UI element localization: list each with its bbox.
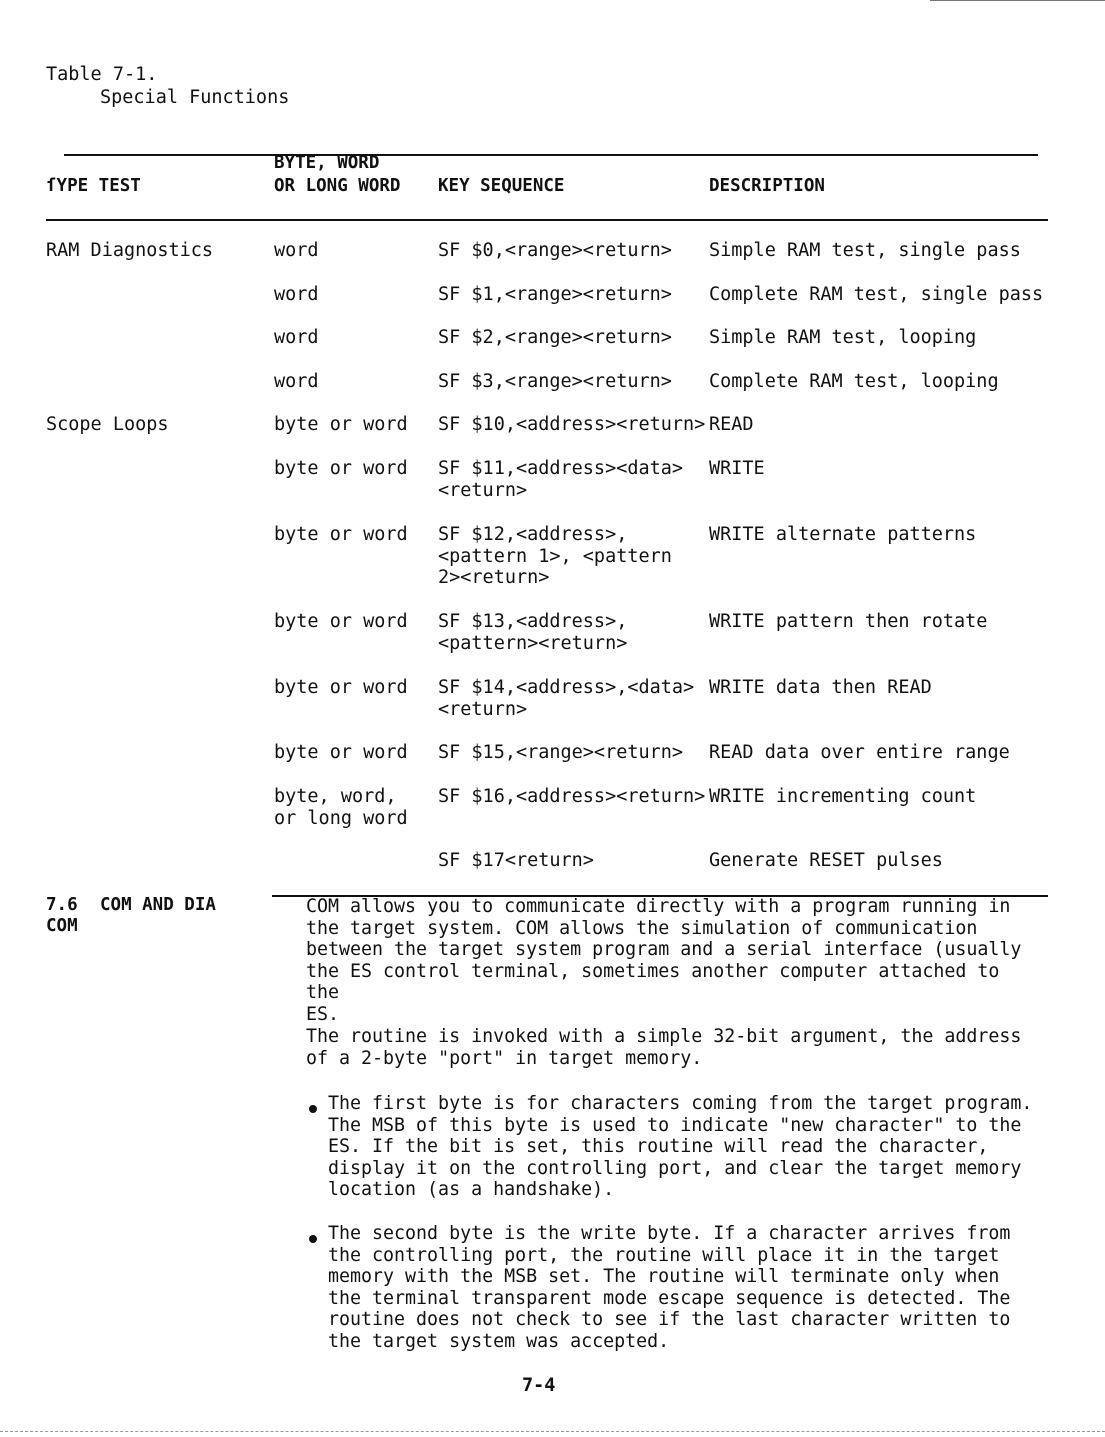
table-cell-key: SF $1,<range><return> [438, 284, 672, 305]
table-cell-size: word [274, 371, 319, 392]
table-cell-key: SF $0,<range><return> [438, 240, 672, 261]
column-header-size-line2: OR LONG WORD [274, 176, 401, 196]
table-cell-desc: READ data over entire range [709, 742, 1010, 763]
section-title: COM AND DIA [100, 895, 216, 915]
column-header-description: DESCRIPTION [709, 176, 825, 196]
table-cell-size: byte or word [274, 414, 408, 435]
section-number: 7.6 [46, 895, 78, 915]
table-cell-key: SF $13,<address>, <pattern><return> [438, 611, 628, 654]
bullet-1-text: The first byte is for characters coming from the target program. The MSB of this byte is used to indicate "new character" to the ES. If the bit is set, this routine will read the character, display it on the controlling port, and clear the target memory location (as a handshake). [328, 1093, 1033, 1201]
bullet-2-dot [309, 1235, 317, 1243]
bullet-2-text: The second byte is the write byte. If a character arrives from the controlling port, the routine will place it in the target memory with the MSB set. The routine will terminate only when the terminal transparent mode escape sequence is detected. The routine does not check to see if the last character written to the target system was accepted. [328, 1223, 1011, 1352]
table-cell-size: word [274, 284, 319, 305]
column-header-key-sequence: KEY SEQUENCE [438, 176, 565, 196]
section-paragraph-2: The routine is invoked with a simple 32-bit argument, the address of a 2-byte "port" in target memory. [306, 1026, 1022, 1069]
table-cell-size: byte or word [274, 611, 408, 632]
table-cell-desc: WRITE data then READ [709, 677, 932, 698]
table-cell-key: SF $17<return> [438, 850, 594, 871]
table-cell-desc: Complete RAM test, single pass [709, 284, 1044, 305]
column-header-type-test: ſYPE TEST [46, 176, 141, 196]
table-cell-key: SF $3,<range><return> [438, 371, 672, 392]
top-edge-line [930, 0, 1105, 1]
table-cell-size: word [274, 240, 319, 261]
table-cell-desc: READ [709, 414, 754, 435]
table-cell-size: byte or word [274, 677, 408, 698]
table-cell-desc: Complete RAM test, looping [709, 371, 999, 392]
table-cell-type: Scope Loops [46, 414, 169, 435]
header-top-rule [64, 154, 1038, 156]
table-cell-size: byte or word [274, 458, 408, 479]
table-cell-size: byte or word [274, 742, 408, 763]
table-cell-size: word [274, 327, 319, 348]
table-cell-key: SF $15,<range><return> [438, 742, 684, 763]
table-cell-key: SF $12,<address>, <pattern 1>, <pattern 2><return> [438, 524, 672, 588]
section-paragraph-1: COM allows you to communicate directly with a program running in the target system. COM allows the simulation of communication between the target system program and a serial interface (usually the ES control terminal, sometimes another computer attached to the ES. [306, 896, 1022, 1025]
table-cell-key: SF $16,<address><return> [438, 786, 706, 807]
table-cell-type: RAM Diagnostics [46, 240, 214, 261]
table-cell-key: SF $10,<address><return> [438, 414, 706, 435]
header-bottom-rule [46, 219, 1048, 221]
table-cell-desc: WRITE alternate patterns [709, 524, 977, 545]
table-cell-size: byte or word [274, 524, 408, 545]
table-caption-number: Table 7-1. [46, 64, 158, 85]
section-subtitle: COM [46, 916, 78, 936]
table-cell-key: SF $11,<address><data> <return> [438, 458, 684, 501]
column-header-size-line1: BYTE, WORD [274, 153, 380, 173]
table-cell-desc: Simple RAM test, looping [709, 327, 977, 348]
page-number: 7-4 [522, 1375, 556, 1396]
table-caption-title: Special Functions [100, 87, 290, 108]
table-cell-desc: Generate RESET pulses [709, 850, 943, 871]
table-cell-desc: WRITE incrementing count [709, 786, 977, 807]
table-cell-key: SF $2,<range><return> [438, 327, 672, 348]
table-cell-key: SF $14,<address>,<data> <return> [438, 677, 695, 720]
table-cell-desc: WRITE [709, 458, 765, 479]
table-cell-size: byte, word, or long word [274, 786, 408, 829]
table-cell-desc: WRITE pattern then rotate [709, 611, 988, 632]
table-cell-desc: Simple RAM test, single pass [709, 240, 1021, 261]
bullet-1-dot [309, 1105, 317, 1113]
bottom-edge-line [0, 1431, 1105, 1432]
